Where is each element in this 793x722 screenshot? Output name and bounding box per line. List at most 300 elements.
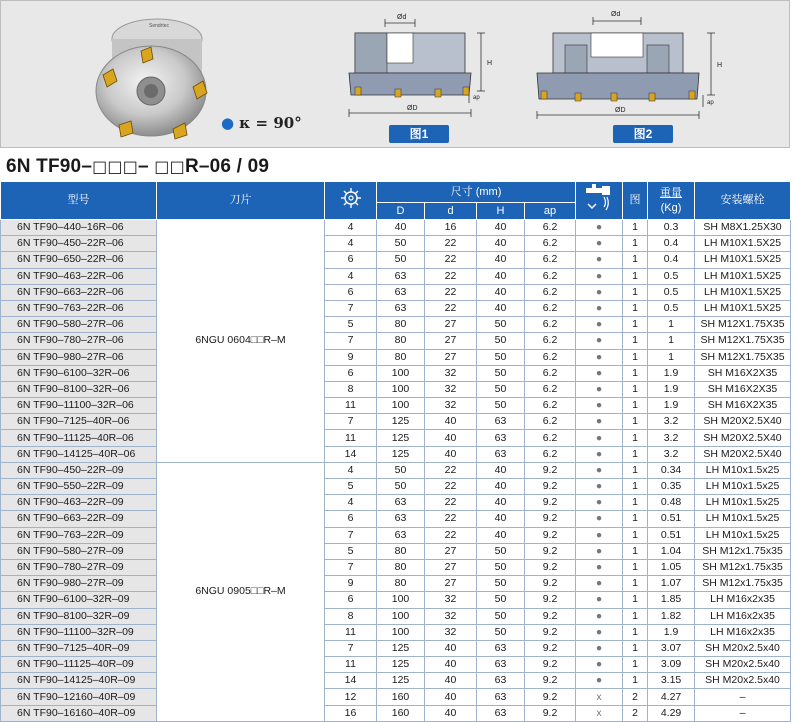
table-row <box>1 592 791 608</box>
model-cell: 6N TF90–7125–40R–06 <box>1 414 157 430</box>
coolant-cell: ● <box>576 543 623 559</box>
table-row <box>1 527 791 543</box>
header-H: H <box>477 203 525 220</box>
figure-cell: 1 <box>623 592 648 608</box>
teeth-count-cell: 7 <box>325 640 377 656</box>
teeth-count-cell: 4 <box>325 268 377 284</box>
header-weight <box>648 182 695 220</box>
ap-cell: 9.2 <box>525 689 576 705</box>
figure-cell: 1 <box>623 446 648 462</box>
height-H-cell: 50 <box>477 624 525 640</box>
figure-cell: 1 <box>623 381 648 397</box>
header-ap: ap <box>525 203 576 220</box>
ap-cell: 9.2 <box>525 543 576 559</box>
cutter-marking: Sendrtec <box>149 23 170 29</box>
diameter-D-cell: 125 <box>377 640 425 656</box>
teeth-count-cell: 5 <box>325 479 377 495</box>
coolant-cell: ● <box>576 381 623 397</box>
teeth-count-cell: 8 <box>325 381 377 397</box>
coolant-cell: ● <box>576 511 623 527</box>
model-cell: 6N TF90–450–22R–09 <box>1 462 157 478</box>
table-row <box>1 462 791 478</box>
height-H-cell: 63 <box>477 414 525 430</box>
coolant-cell: ● <box>576 495 623 511</box>
height-H-cell: 63 <box>477 705 525 721</box>
figure-cell: 1 <box>623 284 648 300</box>
figure-cell: 1 <box>623 220 648 236</box>
table-row <box>1 657 791 673</box>
coolant-cell: x <box>576 705 623 721</box>
ap-cell: 9.2 <box>525 527 576 543</box>
height-H-cell: 50 <box>477 381 525 397</box>
bore-d-cell: 22 <box>425 268 477 284</box>
height-H-cell: 40 <box>477 462 525 478</box>
weight-cell: 1 <box>648 349 695 365</box>
table-row <box>1 365 791 381</box>
table-row <box>1 511 791 527</box>
ap-cell: 6.2 <box>525 349 576 365</box>
table-row <box>1 398 791 414</box>
screw-cell: SH M16X2X35 <box>695 398 791 414</box>
diameter-D-cell: 125 <box>377 673 425 689</box>
table-row <box>1 430 791 446</box>
screw-cell: LH M10x1.5x25 <box>695 527 791 543</box>
teeth-count-cell: 14 <box>325 673 377 689</box>
weight-cell: 1.07 <box>648 576 695 592</box>
bore-d-cell: 40 <box>425 657 477 673</box>
diameter-D-cell: 80 <box>377 333 425 349</box>
figure-cell: 1 <box>623 317 648 333</box>
diameter-D-cell: 160 <box>377 689 425 705</box>
teeth-count-cell: 4 <box>325 236 377 252</box>
height-H-cell: 63 <box>477 640 525 656</box>
teeth-count-icon <box>340 187 362 209</box>
coolant-cell: ● <box>576 317 623 333</box>
table-row <box>1 705 791 721</box>
header-figure: 图 <box>623 182 648 220</box>
diameter-D-cell: 80 <box>377 559 425 575</box>
teeth-count-cell: 9 <box>325 349 377 365</box>
coolant-icon <box>584 182 614 214</box>
teeth-count-cell: 4 <box>325 220 377 236</box>
model-cell: 6N TF90–763–22R–09 <box>1 527 157 543</box>
bore-d-cell: 40 <box>425 673 477 689</box>
weight-cell: 1.82 <box>648 608 695 624</box>
weight-cell: 1.9 <box>648 398 695 414</box>
screw-cell: SH M12X1.75X35 <box>695 349 791 365</box>
ap-cell: 6.2 <box>525 365 576 381</box>
title-suffix: R–06 / 09 <box>184 156 270 177</box>
model-cell: 6N TF90–8100–32R–06 <box>1 381 157 397</box>
screw-cell: SH M20X2.5X40 <box>695 446 791 462</box>
coolant-cell: ● <box>576 446 623 462</box>
diameter-D-cell: 63 <box>377 511 425 527</box>
weight-cell: 0.4 <box>648 236 695 252</box>
figure-cell: 1 <box>623 462 648 478</box>
model-cell: 6N TF90–780–27R–09 <box>1 559 157 575</box>
table-row <box>1 381 791 397</box>
header-coolant <box>576 182 623 220</box>
dim-D-label: ØD <box>615 107 626 114</box>
ap-cell: 6.2 <box>525 430 576 446</box>
height-H-cell: 40 <box>477 495 525 511</box>
model-cell: 6N TF90–8100–32R–09 <box>1 608 157 624</box>
ap-cell: 9.2 <box>525 624 576 640</box>
bore-d-cell: 22 <box>425 284 477 300</box>
model-cell: 6N TF90–6100–32R–06 <box>1 365 157 381</box>
approach-angle-value: κ = 90° <box>239 114 302 132</box>
bore-d-cell: 32 <box>425 592 477 608</box>
teeth-count-cell: 14 <box>325 446 377 462</box>
figure-cell: 1 <box>623 608 648 624</box>
diameter-D-cell: 80 <box>377 576 425 592</box>
ap-cell: 9.2 <box>525 592 576 608</box>
screw-cell: LH M10x1.5x25 <box>695 479 791 495</box>
teeth-count-cell: 7 <box>325 300 377 316</box>
title-prefix: 6N TF90– <box>6 156 93 177</box>
figure-cell: 1 <box>623 527 648 543</box>
teeth-count-cell: 11 <box>325 624 377 640</box>
teeth-count-cell: 7 <box>325 527 377 543</box>
diameter-D-cell: 63 <box>377 527 425 543</box>
table-row <box>1 495 791 511</box>
table-row <box>1 236 791 252</box>
dim-ap-label: ap <box>473 95 480 101</box>
bore-d-cell: 22 <box>425 462 477 478</box>
weight-cell: 1.85 <box>648 592 695 608</box>
model-cell: 6N TF90–11100–32R–09 <box>1 624 157 640</box>
table-row <box>1 333 791 349</box>
weight-cell: 0.5 <box>648 300 695 316</box>
weight-cell: 3.2 <box>648 414 695 430</box>
diameter-D-cell: 100 <box>377 365 425 381</box>
coolant-cell: ● <box>576 624 623 640</box>
dim-d-label: Ød <box>397 14 407 21</box>
height-H-cell: 63 <box>477 689 525 705</box>
coolant-cell: ● <box>576 559 623 575</box>
figure-cell: 1 <box>623 624 648 640</box>
model-cell: 6N TF90–663–22R–06 <box>1 284 157 300</box>
figure-cell: 1 <box>623 300 648 316</box>
diameter-D-cell: 63 <box>377 300 425 316</box>
figure-cell: 1 <box>623 268 648 284</box>
model-cell: 6N TF90–463–22R–09 <box>1 495 157 511</box>
bore-d-cell: 22 <box>425 495 477 511</box>
bore-d-cell: 22 <box>425 479 477 495</box>
coolant-cell: ● <box>576 365 623 381</box>
ap-cell: 9.2 <box>525 479 576 495</box>
weight-cell: 1.9 <box>648 365 695 381</box>
screw-cell: SH M12x1.75x35 <box>695 559 791 575</box>
ap-cell: 6.2 <box>525 446 576 462</box>
insert-cell: 6NGU 0905□□R–M <box>157 462 325 721</box>
ap-cell: 9.2 <box>525 559 576 575</box>
coolant-cell: ● <box>576 576 623 592</box>
diameter-D-cell: 160 <box>377 705 425 721</box>
bore-d-cell: 27 <box>425 349 477 365</box>
diameter-D-cell: 100 <box>377 624 425 640</box>
teeth-count-cell: 7 <box>325 333 377 349</box>
table-row <box>1 300 791 316</box>
weight-cell: 4.27 <box>648 689 695 705</box>
bore-d-cell: 40 <box>425 430 477 446</box>
height-H-cell: 50 <box>477 559 525 575</box>
model-cell: 6N TF90–980–27R–09 <box>1 576 157 592</box>
teeth-count-cell: 11 <box>325 398 377 414</box>
diameter-D-cell: 100 <box>377 381 425 397</box>
table-row <box>1 608 791 624</box>
diameter-D-cell: 125 <box>377 414 425 430</box>
figure-cell: 1 <box>623 252 648 268</box>
diameter-D-cell: 100 <box>377 592 425 608</box>
teeth-count-cell: 6 <box>325 365 377 381</box>
model-cell: 6N TF90–663–22R–09 <box>1 511 157 527</box>
model-cell: 6N TF90–16160–40R–09 <box>1 705 157 721</box>
coolant-cell: ● <box>576 430 623 446</box>
height-H-cell: 63 <box>477 446 525 462</box>
model-cell: 6N TF90–11125–40R–09 <box>1 657 157 673</box>
title-placeholder-1: □□□ <box>92 157 139 176</box>
height-H-cell: 50 <box>477 333 525 349</box>
table-row <box>1 689 791 705</box>
bore-d-cell: 22 <box>425 300 477 316</box>
height-H-cell: 50 <box>477 608 525 624</box>
model-cell: 6N TF90–463–22R–06 <box>1 268 157 284</box>
coolant-cell: ● <box>576 349 623 365</box>
table-row <box>1 317 791 333</box>
weight-cell: 1.05 <box>648 559 695 575</box>
teeth-count-cell: 4 <box>325 495 377 511</box>
bore-d-cell: 32 <box>425 624 477 640</box>
height-H-cell: 40 <box>477 220 525 236</box>
table-row <box>1 252 791 268</box>
weight-cell: 0.4 <box>648 252 695 268</box>
ap-cell: 9.2 <box>525 705 576 721</box>
figure-cell: 1 <box>623 673 648 689</box>
bore-d-cell: 27 <box>425 543 477 559</box>
figure-cell: 1 <box>623 543 648 559</box>
figure-cell: 2 <box>623 705 648 721</box>
bore-d-cell: 32 <box>425 608 477 624</box>
height-H-cell: 50 <box>477 398 525 414</box>
figure-cell: 1 <box>623 333 648 349</box>
figure-cell: 1 <box>623 495 648 511</box>
figure-cell: 1 <box>623 559 648 575</box>
model-cell: 6N TF90–11100–32R–06 <box>1 398 157 414</box>
table-row <box>1 559 791 575</box>
bore-d-cell: 32 <box>425 398 477 414</box>
model-cell: 6N TF90–450–22R–06 <box>1 236 157 252</box>
screw-cell: LH M16x2x35 <box>695 592 791 608</box>
spec-table-body <box>1 220 791 722</box>
weight-cell: 4.29 <box>648 705 695 721</box>
ap-cell: 6.2 <box>525 317 576 333</box>
ap-cell: 9.2 <box>525 462 576 478</box>
bore-d-cell: 40 <box>425 414 477 430</box>
model-cell: 6N TF90–980–27R–06 <box>1 349 157 365</box>
height-H-cell: 50 <box>477 349 525 365</box>
weight-cell: 1 <box>648 317 695 333</box>
model-cell: 6N TF90–6100–32R–09 <box>1 592 157 608</box>
ap-cell: 6.2 <box>525 236 576 252</box>
teeth-count-cell: 6 <box>325 252 377 268</box>
weight-cell: 0.51 <box>648 511 695 527</box>
table-row <box>1 543 791 559</box>
screw-cell: SH M20X2.5X40 <box>695 430 791 446</box>
bore-d-cell: 27 <box>425 559 477 575</box>
model-cell: 6N TF90–440–16R–06 <box>1 220 157 236</box>
header-teeth <box>325 182 377 220</box>
teeth-count-cell: 8 <box>325 608 377 624</box>
teeth-count-cell: 5 <box>325 543 377 559</box>
screw-cell: LH M10X1.5X25 <box>695 300 791 316</box>
ap-cell: 9.2 <box>525 576 576 592</box>
height-H-cell: 40 <box>477 284 525 300</box>
bore-d-cell: 22 <box>425 236 477 252</box>
diameter-D-cell: 80 <box>377 317 425 333</box>
bore-d-cell: 27 <box>425 333 477 349</box>
height-H-cell: 40 <box>477 236 525 252</box>
screw-cell: SH M8X1.25X30 <box>695 220 791 236</box>
figure-cell: 1 <box>623 365 648 381</box>
coolant-cell: ● <box>576 608 623 624</box>
table-row <box>1 479 791 495</box>
bore-d-cell: 22 <box>425 252 477 268</box>
weight-cell: 3.15 <box>648 673 695 689</box>
height-H-cell: 50 <box>477 576 525 592</box>
ap-cell: 9.2 <box>525 657 576 673</box>
bore-d-cell: 22 <box>425 527 477 543</box>
approach-angle <box>221 114 302 132</box>
face-mill-cutter-image <box>89 7 219 142</box>
figure-cell: 1 <box>623 479 648 495</box>
screw-cell: LH M10x1.5x25 <box>695 462 791 478</box>
title-placeholder-2: □□ <box>154 157 185 176</box>
model-cell: 6N TF90–580–27R–09 <box>1 543 157 559</box>
coolant-cell: ● <box>576 640 623 656</box>
teeth-count-cell: 16 <box>325 705 377 721</box>
table-row <box>1 349 791 365</box>
ap-cell: 6.2 <box>525 381 576 397</box>
ap-cell: 9.2 <box>525 673 576 689</box>
screw-cell: SH M12x1.75x35 <box>695 576 791 592</box>
teeth-count-cell: 7 <box>325 414 377 430</box>
ap-cell: 9.2 <box>525 608 576 624</box>
weight-cell: 3.09 <box>648 657 695 673</box>
screw-cell: SH M20x2.5x40 <box>695 657 791 673</box>
ap-cell: 6.2 <box>525 414 576 430</box>
coolant-cell: ● <box>576 479 623 495</box>
screw-cell: SH M12X1.75X35 <box>695 317 791 333</box>
screw-cell: LH M16x2x35 <box>695 608 791 624</box>
teeth-count-cell: 4 <box>325 462 377 478</box>
coolant-cell: ● <box>576 462 623 478</box>
table-row <box>1 624 791 640</box>
screw-cell: SH M20x2.5x40 <box>695 640 791 656</box>
height-H-cell: 63 <box>477 673 525 689</box>
weight-cell: 0.34 <box>648 462 695 478</box>
diameter-D-cell: 100 <box>377 608 425 624</box>
screw-cell: LH M10X1.5X25 <box>695 268 791 284</box>
table-row <box>1 446 791 462</box>
diameter-D-cell: 40 <box>377 220 425 236</box>
teeth-count-cell: 12 <box>325 689 377 705</box>
teeth-count-cell: 6 <box>325 284 377 300</box>
coolant-cell: ● <box>576 284 623 300</box>
figure-cell: 1 <box>623 398 648 414</box>
bore-d-cell: 32 <box>425 381 477 397</box>
height-H-cell: 50 <box>477 592 525 608</box>
table-row <box>1 268 791 284</box>
insert-cell: 6NGU 0604□□R–M <box>157 220 325 463</box>
bore-d-cell: 27 <box>425 317 477 333</box>
weight-cell: 0.5 <box>648 284 695 300</box>
screw-cell: LH M10X1.5X25 <box>695 252 791 268</box>
screw-cell: SH M20x2.5x40 <box>695 673 791 689</box>
diameter-D-cell: 63 <box>377 268 425 284</box>
screw-cell: LH M10X1.5X25 <box>695 236 791 252</box>
bore-d-cell: 22 <box>425 511 477 527</box>
ap-cell: 6.2 <box>525 398 576 414</box>
height-H-cell: 40 <box>477 252 525 268</box>
weight-unit: (Kg) <box>660 201 682 214</box>
diameter-D-cell: 50 <box>377 462 425 478</box>
coolant-cell: ● <box>576 300 623 316</box>
screw-cell: SH M16X2X35 <box>695 365 791 381</box>
header-D: D <box>377 203 425 220</box>
spec-table <box>0 181 791 722</box>
bore-d-cell: 40 <box>425 446 477 462</box>
figure-1-caption: 图1 <box>389 125 449 143</box>
ap-cell: 6.2 <box>525 300 576 316</box>
weight-label: 重量 <box>660 186 683 199</box>
height-H-cell: 40 <box>477 479 525 495</box>
coolant-cell: ● <box>576 673 623 689</box>
teeth-count-cell: 7 <box>325 559 377 575</box>
figure-2-caption: 图2 <box>613 125 673 143</box>
coolant-cell: ● <box>576 414 623 430</box>
bore-d-cell: 16 <box>425 220 477 236</box>
screw-cell: LH M10X1.5X25 <box>695 284 791 300</box>
coolant-cell: ● <box>576 252 623 268</box>
table-row <box>1 576 791 592</box>
coolant-cell: ● <box>576 527 623 543</box>
dim-ap-label: ap <box>707 100 714 106</box>
figure-cell: 1 <box>623 576 648 592</box>
screw-cell: LH M10x1.5x25 <box>695 511 791 527</box>
model-cell: 6N TF90–11125–40R–06 <box>1 430 157 446</box>
diameter-D-cell: 125 <box>377 430 425 446</box>
diameter-D-cell: 63 <box>377 284 425 300</box>
coolant-cell: ● <box>576 398 623 414</box>
weight-cell: 1.9 <box>648 624 695 640</box>
screw-cell: LH M10x1.5x25 <box>695 495 791 511</box>
screw-cell: – <box>695 705 791 721</box>
model-cell: 6N TF90–14125–40R–06 <box>1 446 157 462</box>
figure-2-diagram <box>531 11 741 123</box>
ap-cell: 6.2 <box>525 284 576 300</box>
ap-cell: 6.2 <box>525 220 576 236</box>
illustration-panel <box>0 0 790 148</box>
weight-cell: 0.48 <box>648 495 695 511</box>
height-H-cell: 50 <box>477 543 525 559</box>
table-row <box>1 220 791 236</box>
screw-cell: SH M16X2X35 <box>695 381 791 397</box>
table-row <box>1 414 791 430</box>
dim-D-label: ØD <box>407 105 418 112</box>
table-row <box>1 284 791 300</box>
screw-cell: LH M16x2x35 <box>695 624 791 640</box>
